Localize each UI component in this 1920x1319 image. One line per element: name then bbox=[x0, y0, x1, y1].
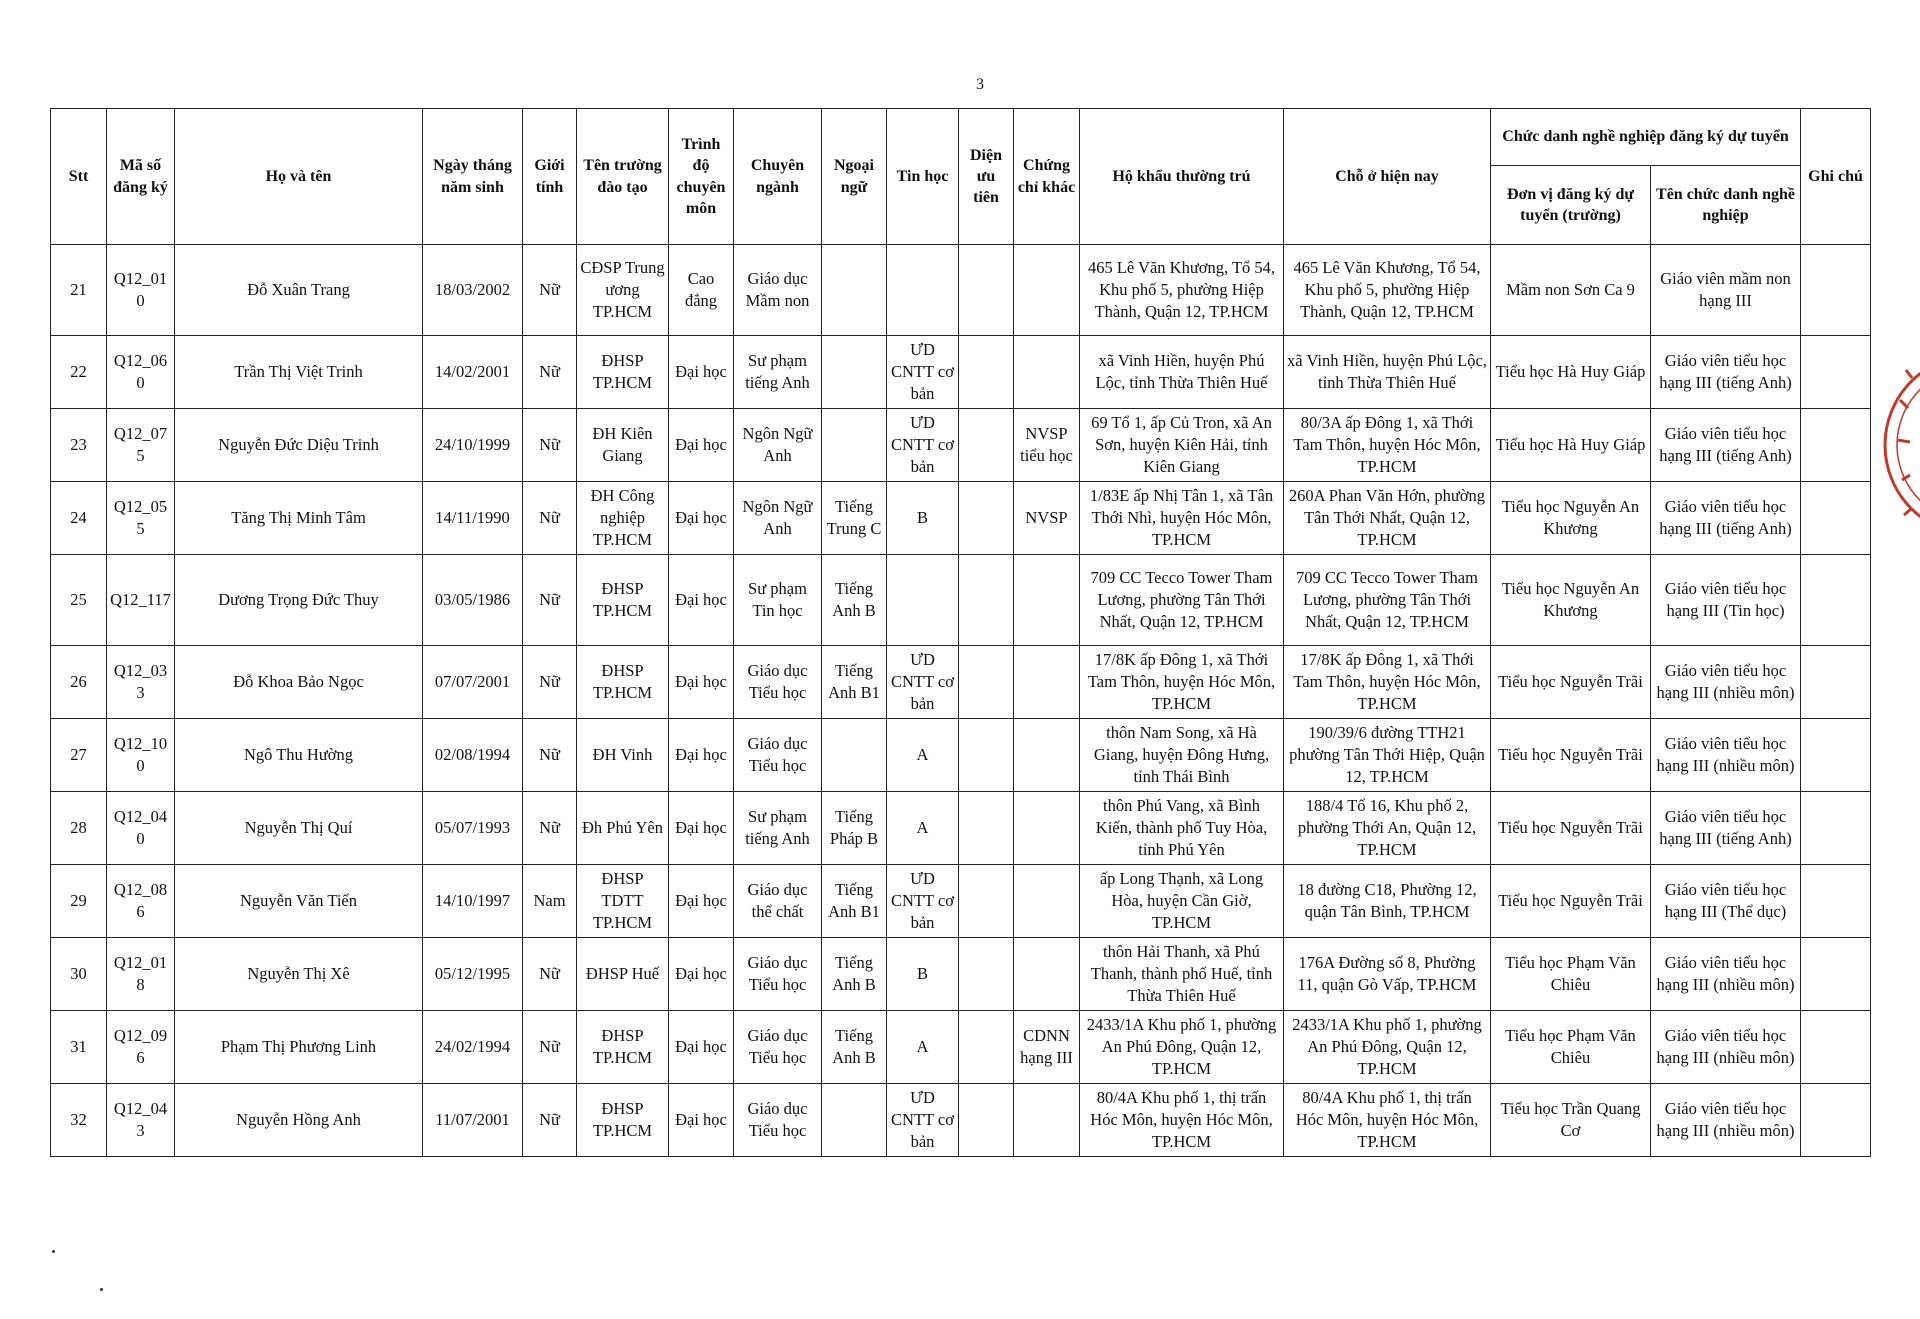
red-seal-stamp bbox=[1880, 330, 1920, 560]
cell-stt: 23 bbox=[51, 409, 107, 482]
cell-ho-khau: 69 Tổ 1, ấp Củ Tron, xã An Sơn, huyện Kiên Hải, tỉnh Kiên Giang bbox=[1080, 409, 1284, 482]
cell-ghi-chu bbox=[1801, 792, 1871, 865]
cell-don-vi: Tiểu học Nguyễn Trãi bbox=[1491, 719, 1651, 792]
cell-ngoai-ngu: Tiếng Anh B1 bbox=[822, 865, 887, 938]
cell-ghi-chu bbox=[1801, 1084, 1871, 1157]
cell-ngoai-ngu: Tiếng Anh B bbox=[822, 1011, 887, 1084]
cell-cho-o: 176A Đường số 8, Phường 11, quận Gò Vấp, TP.HCM bbox=[1284, 938, 1491, 1011]
cell-ho-khau: xã Vinh Hiền, huyện Phú Lộc, tỉnh Thừa Thiên Huế bbox=[1080, 336, 1284, 409]
cell-ho-ten: Đỗ Khoa Bảo Ngọc bbox=[175, 646, 423, 719]
cell-gioi-tinh: Nữ bbox=[523, 555, 577, 646]
table-row bbox=[51, 792, 1871, 865]
cell-chuc-danh: Giáo viên tiểu học hạng III (tiếng Anh) bbox=[1651, 336, 1801, 409]
header-chuc-danh-group: Chức danh nghề nghiệp đăng ký dự tuyển bbox=[1491, 109, 1801, 166]
cell-ho-khau: 709 CC Tecco Tower Tham Lương, phường Tân Thới Nhất, Quận 12, TP.HCM bbox=[1080, 555, 1284, 646]
cell-cho-o: 18 đường C18, Phường 12, quận Tân Bình, TP.HCM bbox=[1284, 865, 1491, 938]
cell-ngay-sinh: 24/10/1999 bbox=[423, 409, 523, 482]
cell-trinh-do: Đại học bbox=[669, 1084, 734, 1157]
cell-ngay-sinh: 14/10/1997 bbox=[423, 865, 523, 938]
cell-trinh-do: Đại học bbox=[669, 336, 734, 409]
cell-tin-hoc: B bbox=[887, 482, 959, 555]
cell-ngay-sinh: 24/02/1994 bbox=[423, 1011, 523, 1084]
cell-stt: 24 bbox=[51, 482, 107, 555]
cell-trinh-do: Đại học bbox=[669, 938, 734, 1011]
header-dien-uu-tien: Diện ưu tiên bbox=[959, 109, 1014, 245]
cell-gioi-tinh: Nữ bbox=[523, 482, 577, 555]
cell-chuyen-nganh: Giáo dục Mầm non bbox=[734, 245, 822, 336]
cell-dien-uu-tien bbox=[959, 792, 1014, 865]
cell-ho-ten: Đỗ Xuân Trang bbox=[175, 245, 423, 336]
cell-ma-so: Q12_010 bbox=[107, 245, 175, 336]
cell-chuyen-nganh: Sư phạm tiếng Anh bbox=[734, 336, 822, 409]
header-gioi-tinh: Giới tính bbox=[523, 109, 577, 245]
cell-dien-uu-tien bbox=[959, 1084, 1014, 1157]
cell-ngoai-ngu bbox=[822, 336, 887, 409]
cell-ho-khau: 1/83E ấp Nhị Tân 1, xã Tân Thới Nhì, huyện Hóc Môn, TP.HCM bbox=[1080, 482, 1284, 555]
cell-ngoai-ngu: Tiếng Anh B bbox=[822, 555, 887, 646]
cell-ngoai-ngu: Tiếng Pháp B bbox=[822, 792, 887, 865]
table-row bbox=[51, 336, 1871, 409]
cell-tin-hoc: ƯD CNTT cơ bản bbox=[887, 409, 959, 482]
cell-ho-khau: thôn Phú Vang, xã Bình Kiến, thành phố Tuy Hòa, tỉnh Phú Yên bbox=[1080, 792, 1284, 865]
cell-ngay-sinh: 05/12/1995 bbox=[423, 938, 523, 1011]
cell-tin-hoc: ƯD CNTT cơ bản bbox=[887, 865, 959, 938]
cell-ngoai-ngu: Tiếng Anh B bbox=[822, 938, 887, 1011]
cell-don-vi: Tiểu học Nguyễn An Khương bbox=[1491, 482, 1651, 555]
cell-ten-truong: ĐHSP TP.HCM bbox=[577, 336, 669, 409]
cell-dien-uu-tien bbox=[959, 1011, 1014, 1084]
cell-ho-ten: Tăng Thị Minh Tâm bbox=[175, 482, 423, 555]
cell-chuyen-nganh: Giáo dục thể chất bbox=[734, 865, 822, 938]
cell-chuyen-nganh: Ngôn Ngữ Anh bbox=[734, 482, 822, 555]
cell-ho-ten: Ngô Thu Hường bbox=[175, 719, 423, 792]
cell-chuc-danh: Giáo viên tiểu học hạng III (Thể dục) bbox=[1651, 865, 1801, 938]
cell-don-vi: Tiểu học Hà Huy Giáp bbox=[1491, 409, 1651, 482]
cell-ngay-sinh: 18/03/2002 bbox=[423, 245, 523, 336]
cell-ten-truong: ĐHSP Huế bbox=[577, 938, 669, 1011]
cell-chuyen-nganh: Giáo dục Tiểu học bbox=[734, 1084, 822, 1157]
cell-ma-so: Q12_018 bbox=[107, 938, 175, 1011]
header-ho-ten: Họ và tên bbox=[175, 109, 423, 245]
cell-don-vi: Tiểu học Trần Quang Cơ bbox=[1491, 1084, 1651, 1157]
cell-gioi-tinh: Nữ bbox=[523, 938, 577, 1011]
cell-chuc-danh: Giáo viên tiểu học hạng III (Tin học) bbox=[1651, 555, 1801, 646]
cell-chung-chi: NVSP bbox=[1014, 482, 1080, 555]
cell-ten-truong: CĐSP Trung ương TP.HCM bbox=[577, 245, 669, 336]
cell-tin-hoc: A bbox=[887, 1011, 959, 1084]
cell-ten-truong: ĐHSP TP.HCM bbox=[577, 646, 669, 719]
cell-ghi-chu bbox=[1801, 938, 1871, 1011]
cell-ho-ten: Nguyễn Đức Diệu Trinh bbox=[175, 409, 423, 482]
cell-tin-hoc: ƯD CNTT cơ bản bbox=[887, 336, 959, 409]
cell-cho-o: 465 Lê Văn Khương, Tổ 54, Khu phố 5, phường Hiệp Thành, Quận 12, TP.HCM bbox=[1284, 245, 1491, 336]
cell-chuyen-nganh: Giáo dục Tiểu học bbox=[734, 1011, 822, 1084]
cell-ngay-sinh: 14/11/1990 bbox=[423, 482, 523, 555]
cell-dien-uu-tien bbox=[959, 938, 1014, 1011]
table-row bbox=[51, 1011, 1871, 1084]
cell-trinh-do: Cao đẳng bbox=[669, 245, 734, 336]
cell-chung-chi bbox=[1014, 865, 1080, 938]
cell-dien-uu-tien bbox=[959, 245, 1014, 336]
cell-ma-so: Q12_086 bbox=[107, 865, 175, 938]
cell-chuc-danh: Giáo viên tiểu học hạng III (tiếng Anh) bbox=[1651, 409, 1801, 482]
cell-ngoai-ngu bbox=[822, 1084, 887, 1157]
cell-gioi-tinh: Nữ bbox=[523, 792, 577, 865]
table-row bbox=[51, 865, 1871, 938]
cell-don-vi: Tiểu học Hà Huy Giáp bbox=[1491, 336, 1651, 409]
cell-ma-so: Q12_040 bbox=[107, 792, 175, 865]
cell-chung-chi bbox=[1014, 245, 1080, 336]
cell-chung-chi bbox=[1014, 646, 1080, 719]
cell-chung-chi bbox=[1014, 719, 1080, 792]
cell-tin-hoc: ƯD CNTT cơ bản bbox=[887, 646, 959, 719]
cell-chuc-danh: Giáo viên tiểu học hạng III (nhiều môn) bbox=[1651, 938, 1801, 1011]
cell-trinh-do: Đại học bbox=[669, 646, 734, 719]
cell-ghi-chu bbox=[1801, 555, 1871, 646]
cell-chuc-danh: Giáo viên tiểu học hạng III (nhiều môn) bbox=[1651, 1084, 1801, 1157]
cell-trinh-do: Đại học bbox=[669, 482, 734, 555]
cell-cho-o: 80/3A ấp Đông 1, xã Thới Tam Thôn, huyện Hóc Môn, TP.HCM bbox=[1284, 409, 1491, 482]
cell-ngay-sinh: 02/08/1994 bbox=[423, 719, 523, 792]
header-ngay-sinh: Ngày tháng năm sinh bbox=[423, 109, 523, 245]
cell-chung-chi: CDNN hạng III bbox=[1014, 1011, 1080, 1084]
header-ghi-chu: Ghi chú bbox=[1801, 109, 1871, 245]
table-row bbox=[51, 555, 1871, 646]
cell-chuc-danh: Giáo viên tiểu học hạng III (tiếng Anh) bbox=[1651, 482, 1801, 555]
cell-cho-o: 17/8K ấp Đông 1, xã Thới Tam Thôn, huyện Hóc Môn, TP.HCM bbox=[1284, 646, 1491, 719]
table-row bbox=[51, 646, 1871, 719]
cell-ten-truong: ĐH Vinh bbox=[577, 719, 669, 792]
header-don-vi: Đơn vị đăng ký dự tuyển (trường) bbox=[1491, 166, 1651, 245]
cell-cho-o: 190/39/6 đường TTH21 phường Tân Thới Hiệp, Quận 12, TP.HCM bbox=[1284, 719, 1491, 792]
cell-gioi-tinh: Nữ bbox=[523, 1084, 577, 1157]
cell-dien-uu-tien bbox=[959, 409, 1014, 482]
cell-ngoai-ngu bbox=[822, 719, 887, 792]
cell-chung-chi bbox=[1014, 792, 1080, 865]
cell-ngoai-ngu: Tiếng Trung C bbox=[822, 482, 887, 555]
header-ngoai-ngu: Ngoại ngữ bbox=[822, 109, 887, 245]
cell-stt: 25 bbox=[51, 555, 107, 646]
cell-chuyen-nganh: Giáo dục Tiểu học bbox=[734, 719, 822, 792]
cell-ngay-sinh: 05/07/1993 bbox=[423, 792, 523, 865]
cell-ho-ten: Phạm Thị Phương Linh bbox=[175, 1011, 423, 1084]
table-row bbox=[51, 409, 1871, 482]
cell-cho-o: 260A Phan Văn Hớn, phường Tân Thới Nhất, Quận 12, TP.HCM bbox=[1284, 482, 1491, 555]
cell-stt: 21 bbox=[51, 245, 107, 336]
cell-ngoai-ngu bbox=[822, 245, 887, 336]
page-number: 3 bbox=[976, 76, 984, 93]
cell-trinh-do: Đại học bbox=[669, 409, 734, 482]
cell-gioi-tinh: Nữ bbox=[523, 409, 577, 482]
table-row bbox=[51, 938, 1871, 1011]
cell-trinh-do: Đại học bbox=[669, 1011, 734, 1084]
header-trinh-do: Trình độ chuyên môn bbox=[669, 109, 734, 245]
cell-gioi-tinh: Nữ bbox=[523, 646, 577, 719]
cell-ghi-chu bbox=[1801, 409, 1871, 482]
cell-chuyen-nganh: Giáo dục Tiểu học bbox=[734, 938, 822, 1011]
cell-ten-truong: ĐHSP TP.HCM bbox=[577, 1084, 669, 1157]
cell-ho-khau: thôn Hải Thanh, xã Phú Thanh, thành phố Huế, tỉnh Thừa Thiên Huế bbox=[1080, 938, 1284, 1011]
cell-ma-so: Q12_055 bbox=[107, 482, 175, 555]
cell-dien-uu-tien bbox=[959, 646, 1014, 719]
table-row bbox=[51, 245, 1871, 336]
cell-dien-uu-tien bbox=[959, 719, 1014, 792]
cell-ghi-chu bbox=[1801, 646, 1871, 719]
cell-gioi-tinh: Nữ bbox=[523, 719, 577, 792]
cell-cho-o: 709 CC Tecco Tower Tham Lương, phường Tân Thới Nhất, Quận 12, TP.HCM bbox=[1284, 555, 1491, 646]
cell-gioi-tinh: Nam bbox=[523, 865, 577, 938]
cell-dien-uu-tien bbox=[959, 482, 1014, 555]
table-row bbox=[51, 482, 1871, 555]
cell-chung-chi bbox=[1014, 336, 1080, 409]
cell-ho-ten: Dương Trọng Đức Thuy bbox=[175, 555, 423, 646]
cell-cho-o: xã Vinh Hiền, huyện Phú Lộc, tỉnh Thừa Thiên Huế bbox=[1284, 336, 1491, 409]
cell-ghi-chu bbox=[1801, 482, 1871, 555]
cell-ma-so: Q12_117 bbox=[107, 555, 175, 646]
cell-ho-khau: 80/4A Khu phố 1, thị trấn Hóc Môn, huyện Hóc Môn, TP.HCM bbox=[1080, 1084, 1284, 1157]
cell-ho-ten: Trần Thị Việt Trinh bbox=[175, 336, 423, 409]
cell-trinh-do: Đại học bbox=[669, 865, 734, 938]
cell-chuyen-nganh: Sư phạm Tin học bbox=[734, 555, 822, 646]
cell-ngay-sinh: 11/07/2001 bbox=[423, 1084, 523, 1157]
header-cho-o: Chỗ ở hiện nay bbox=[1284, 109, 1491, 245]
cell-ma-so: Q12_075 bbox=[107, 409, 175, 482]
cell-dien-uu-tien bbox=[959, 865, 1014, 938]
cell-dien-uu-tien bbox=[959, 336, 1014, 409]
cell-chuyen-nganh: Ngôn Ngữ Anh bbox=[734, 409, 822, 482]
header-ten-chuc-danh: Tên chức danh nghề nghiệp bbox=[1651, 166, 1801, 245]
cell-cho-o: 188/4 Tổ 16, Khu phố 2, phường Thới An, Quận 12, TP.HCM bbox=[1284, 792, 1491, 865]
cell-don-vi: Tiểu học Nguyễn Trãi bbox=[1491, 792, 1651, 865]
cell-ghi-chu bbox=[1801, 719, 1871, 792]
table-row bbox=[51, 719, 1871, 792]
cell-ho-ten: Nguyễn Hồng Anh bbox=[175, 1084, 423, 1157]
cell-ma-so: Q12_043 bbox=[107, 1084, 175, 1157]
header-tin-hoc: Tin học bbox=[887, 109, 959, 245]
cell-ten-truong: ĐH Công nghiệp TP.HCM bbox=[577, 482, 669, 555]
cell-ngay-sinh: 14/02/2001 bbox=[423, 336, 523, 409]
cell-don-vi: Tiểu học Nguyễn Trãi bbox=[1491, 865, 1651, 938]
cell-stt: 30 bbox=[51, 938, 107, 1011]
candidate-table bbox=[50, 108, 1871, 1157]
cell-don-vi: Tiểu học Phạm Văn Chiêu bbox=[1491, 938, 1651, 1011]
cell-chuc-danh: Giáo viên tiểu học hạng III (nhiều môn) bbox=[1651, 1011, 1801, 1084]
header-stt: Stt bbox=[51, 109, 107, 245]
cell-chuc-danh: Giáo viên tiểu học hạng III (nhiều môn) bbox=[1651, 646, 1801, 719]
cell-ten-truong: ĐHSP TP.HCM bbox=[577, 555, 669, 646]
cell-tin-hoc bbox=[887, 245, 959, 336]
cell-chuc-danh: Giáo viên mầm non hạng III bbox=[1651, 245, 1801, 336]
cell-ma-so: Q12_060 bbox=[107, 336, 175, 409]
cell-ngoai-ngu: Tiếng Anh B1 bbox=[822, 646, 887, 719]
cell-dien-uu-tien bbox=[959, 555, 1014, 646]
cell-ho-ten: Nguyễn Văn Tiến bbox=[175, 865, 423, 938]
cell-ho-khau: 17/8K ấp Đông 1, xã Thới Tam Thôn, huyện Hóc Môn, TP.HCM bbox=[1080, 646, 1284, 719]
cell-stt: 26 bbox=[51, 646, 107, 719]
cell-tin-hoc: B bbox=[887, 938, 959, 1011]
cell-ghi-chu bbox=[1801, 865, 1871, 938]
cell-don-vi: Tiểu học Nguyễn An Khương bbox=[1491, 555, 1651, 646]
cell-ho-ten: Nguyễn Thị Quí bbox=[175, 792, 423, 865]
cell-don-vi: Mầm non Sơn Ca 9 bbox=[1491, 245, 1651, 336]
cell-chuc-danh: Giáo viên tiểu học hạng III (nhiều môn) bbox=[1651, 719, 1801, 792]
cell-ten-truong: ĐHSP TDTT TP.HCM bbox=[577, 865, 669, 938]
table-row bbox=[51, 1084, 1871, 1157]
cell-stt: 28 bbox=[51, 792, 107, 865]
header-ho-khau: Hộ khẩu thường trú bbox=[1080, 109, 1284, 245]
scan-speck bbox=[100, 1288, 103, 1291]
cell-ten-truong: Đh Phú Yên bbox=[577, 792, 669, 865]
cell-ho-khau: thôn Nam Song, xã Hà Giang, huyện Đông Hưng, tỉnh Thái Bình bbox=[1080, 719, 1284, 792]
cell-ma-so: Q12_096 bbox=[107, 1011, 175, 1084]
cell-chung-chi bbox=[1014, 938, 1080, 1011]
cell-tin-hoc: A bbox=[887, 792, 959, 865]
cell-tin-hoc bbox=[887, 555, 959, 646]
header-chung-chi: Chứng chỉ khác bbox=[1014, 109, 1080, 245]
cell-ngay-sinh: 07/07/2001 bbox=[423, 646, 523, 719]
cell-ho-ten: Nguyễn Thị Xê bbox=[175, 938, 423, 1011]
cell-ghi-chu bbox=[1801, 336, 1871, 409]
cell-ten-truong: ĐHSP TP.HCM bbox=[577, 1011, 669, 1084]
cell-ngay-sinh: 03/05/1986 bbox=[423, 555, 523, 646]
cell-chung-chi: NVSP tiểu học bbox=[1014, 409, 1080, 482]
cell-cho-o: 80/4A Khu phố 1, thị trấn Hóc Môn, huyện Hóc Môn, TP.HCM bbox=[1284, 1084, 1491, 1157]
cell-chung-chi bbox=[1014, 1084, 1080, 1157]
cell-stt: 27 bbox=[51, 719, 107, 792]
cell-chung-chi bbox=[1014, 555, 1080, 646]
cell-ten-truong: ĐH Kiên Giang bbox=[577, 409, 669, 482]
cell-gioi-tinh: Nữ bbox=[523, 336, 577, 409]
cell-ho-khau: 465 Lê Văn Khương, Tổ 54, Khu phố 5, phường Hiệp Thành, Quận 12, TP.HCM bbox=[1080, 245, 1284, 336]
cell-gioi-tinh: Nữ bbox=[523, 245, 577, 336]
cell-tin-hoc: ƯD CNTT cơ bản bbox=[887, 1084, 959, 1157]
cell-ma-so: Q12_100 bbox=[107, 719, 175, 792]
cell-ho-khau: ấp Long Thạnh, xã Long Hòa, huyện Cần Giờ, TP.HCM bbox=[1080, 865, 1284, 938]
cell-tin-hoc: A bbox=[887, 719, 959, 792]
cell-chuyen-nganh: Sư phạm tiếng Anh bbox=[734, 792, 822, 865]
cell-stt: 31 bbox=[51, 1011, 107, 1084]
cell-trinh-do: Đại học bbox=[669, 719, 734, 792]
cell-ngoai-ngu bbox=[822, 409, 887, 482]
cell-stt: 29 bbox=[51, 865, 107, 938]
cell-ghi-chu bbox=[1801, 1011, 1871, 1084]
cell-trinh-do: Đại học bbox=[669, 792, 734, 865]
cell-ghi-chu bbox=[1801, 245, 1871, 336]
cell-cho-o: 2433/1A Khu phố 1, phường An Phú Đông, Quận 12, TP.HCM bbox=[1284, 1011, 1491, 1084]
scan-speck bbox=[52, 1250, 55, 1253]
cell-ma-so: Q12_033 bbox=[107, 646, 175, 719]
cell-don-vi: Tiểu học Phạm Văn Chiêu bbox=[1491, 1011, 1651, 1084]
header-chuyen-nganh: Chuyên ngành bbox=[734, 109, 822, 245]
cell-stt: 22 bbox=[51, 336, 107, 409]
header-ma-so: Mã số đăng ký bbox=[107, 109, 175, 245]
cell-don-vi: Tiểu học Nguyễn Trãi bbox=[1491, 646, 1651, 719]
cell-ho-khau: 2433/1A Khu phố 1, phường An Phú Đông, Quận 12, TP.HCM bbox=[1080, 1011, 1284, 1084]
cell-stt: 32 bbox=[51, 1084, 107, 1157]
cell-gioi-tinh: Nữ bbox=[523, 1011, 577, 1084]
cell-trinh-do: Đại học bbox=[669, 555, 734, 646]
cell-chuyen-nganh: Giáo dục Tiểu học bbox=[734, 646, 822, 719]
header-ten-truong: Tên trường đào tạo bbox=[577, 109, 669, 245]
cell-chuc-danh: Giáo viên tiểu học hạng III (tiếng Anh) bbox=[1651, 792, 1801, 865]
